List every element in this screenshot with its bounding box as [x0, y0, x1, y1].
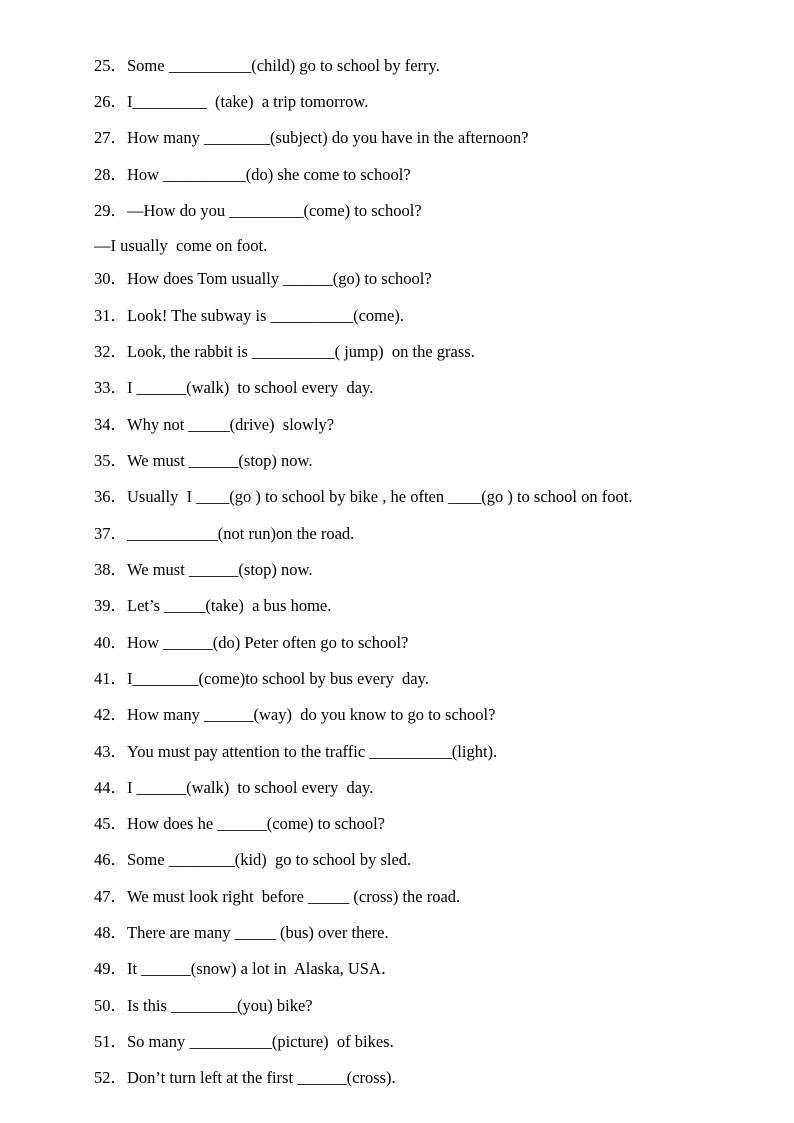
exercise-line-32 [94, 342, 475, 362]
exercise-number: 48． [94, 923, 127, 942]
exercise-number: 51． [94, 1032, 127, 1051]
exercise-number: 40． [94, 633, 127, 652]
exercise-text: Some ________(kid) go to school by sled. [127, 850, 412, 869]
exercise-text: We must look right before _____ (cross) the road. [127, 887, 461, 906]
exercise-number: 36． [94, 487, 127, 506]
exercise-number: 49． [94, 959, 127, 978]
exercise-number: 31． [94, 306, 127, 325]
exercise-number: 26． [94, 92, 127, 111]
exercise-line-46 [94, 850, 411, 870]
exercise-line-36 [94, 487, 632, 507]
exercise-number: 27． [94, 128, 127, 147]
exercise-text: How does he ______(come) to school? [127, 814, 385, 833]
exercise-line-45 [94, 814, 385, 834]
exercise-text: I_________ (take) a trip tomorrow. [127, 92, 369, 111]
exercise-number: 29． [94, 201, 127, 220]
exercise-line-50 [94, 996, 313, 1016]
exercise-line-34 [94, 415, 334, 435]
exercise-line-29 [94, 201, 422, 221]
exercise-text: It ______(snow) a lot in Alaska, USA． [127, 959, 398, 978]
exercise-number: 43． [94, 742, 127, 761]
exercise-text: Look, the rabbit is __________( jump) on the grass. [127, 342, 475, 361]
exercise-number: 47． [94, 887, 127, 906]
exercise-text: How does Tom usually ______(go) to school? [127, 269, 432, 288]
exercise-number: 28． [94, 165, 127, 184]
exercise-number: 42． [94, 705, 127, 724]
exercise-number: 37． [94, 524, 127, 543]
exercise-number: 33． [94, 378, 127, 397]
exercise-line-35 [94, 451, 313, 471]
exercise-text: I________(come)to school by bus every day. [127, 669, 429, 688]
exercise-text: Some __________(child) go to school by ferry. [127, 56, 440, 75]
exercise-number: 32． [94, 342, 127, 361]
exercise-line-26 [94, 92, 368, 112]
exercise-text: How ______(do) Peter often go to school? [127, 633, 409, 652]
exercise-line-37 [94, 524, 354, 544]
exercise-number: 52． [94, 1068, 127, 1087]
exercise-number: 25． [94, 56, 127, 75]
exercise-text: Look! The subway is __________(come). [127, 306, 404, 325]
exercise-text: How __________(do) she come to school? [127, 165, 411, 184]
exercise-line-42 [94, 705, 495, 725]
exercise-text: I ______(walk) to school every day. [127, 778, 374, 797]
exercise-text: You must pay attention to the traffic __________(light). [127, 742, 498, 761]
exercise-text: I ______(walk) to school every day. [127, 378, 374, 397]
exercise-number: 35． [94, 451, 127, 470]
exercise-text: We must ______(stop) now. [127, 560, 313, 579]
exercise-line-39 [94, 596, 331, 616]
exercise-line-44 [94, 778, 373, 798]
exercise-line-33 [94, 378, 373, 398]
exercise-number: 38． [94, 560, 127, 579]
exercise-line-41 [94, 669, 429, 689]
exercise-line-52 [94, 1068, 396, 1088]
exercise-line-25 [94, 56, 440, 76]
exercise-number: 45． [94, 814, 127, 833]
exercise-text: Usually I ____(go ) to school by bike , he often ____(go ) to school on foot. [127, 487, 633, 506]
exercise-number: 41． [94, 669, 127, 688]
exercise-line-29-answer [94, 236, 267, 256]
exercise-text: There are many _____ (bus) over there. [127, 923, 389, 942]
exercise-line-38 [94, 560, 313, 580]
exercise-text: We must ______(stop) now. [127, 451, 313, 470]
exercise-line-49 [94, 959, 397, 979]
exercise-number: 46． [94, 850, 127, 869]
exercise-text: So many __________(picture) of bikes. [127, 1032, 394, 1051]
exercise-line-51 [94, 1032, 394, 1052]
exercise-line-30 [94, 269, 432, 289]
exercise-line-27 [94, 128, 528, 148]
exercise-number: 44． [94, 778, 127, 797]
exercise-number: 39． [94, 596, 127, 615]
exercise-text: How many ________(subject) do you have in the afternoon? [127, 128, 529, 147]
exercise-number: 50． [94, 996, 127, 1015]
exercise-line-28 [94, 165, 411, 185]
exercise-text: Why not _____(drive) slowly? [127, 415, 335, 434]
exercise-line-47 [94, 887, 460, 907]
exercise-text: How many ______(way) do you know to go to school? [127, 705, 496, 724]
exercise-text: Is this ________(you) bike? [127, 996, 313, 1015]
exercise-text: —I usually come on foot. [94, 236, 268, 255]
exercise-text: Don’t turn left at the first ______(cross). [127, 1068, 396, 1087]
exercise-line-40 [94, 633, 408, 653]
exercise-text: Let’s _____(take) a bus home. [127, 596, 332, 615]
exercise-line-43 [94, 742, 497, 762]
exercise-number: 34． [94, 415, 127, 434]
exercise-text: —How do you _________(come) to school? [127, 201, 422, 220]
exercise-line-31 [94, 306, 404, 326]
exercise-line-48 [94, 923, 389, 943]
exercise-number: 30． [94, 269, 127, 288]
exercise-text: ___________(not run)on the road. [127, 524, 355, 543]
